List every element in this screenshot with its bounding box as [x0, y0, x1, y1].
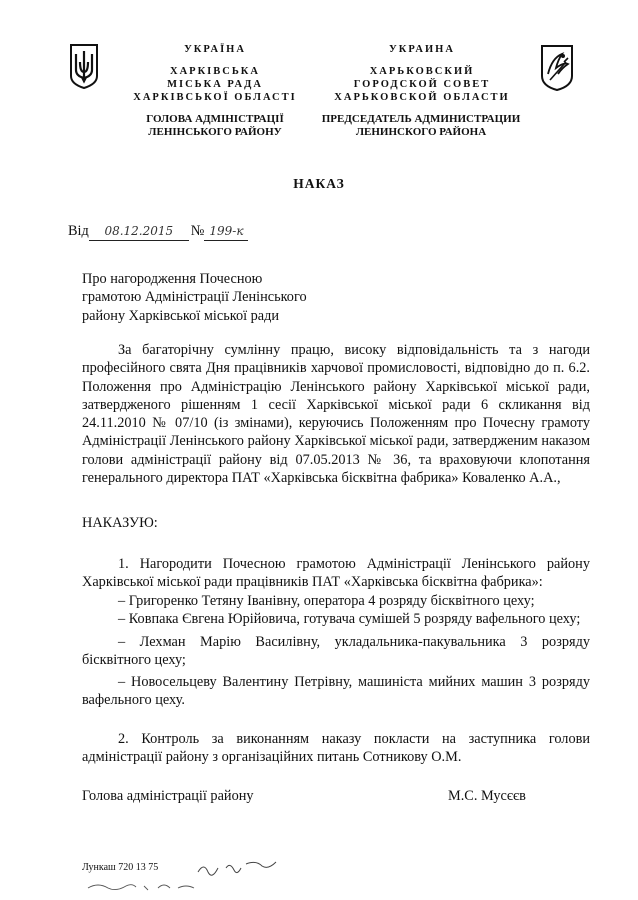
number-prefix: №: [190, 223, 205, 239]
handwritten-signature: [86, 858, 286, 896]
subject-line: району Харківської міської ради: [82, 307, 280, 324]
signature-name: М.С. Мусєєв: [448, 788, 526, 804]
kharkiv-city-emblem: [540, 44, 574, 92]
signature-title: Голова адміністрації району: [82, 788, 254, 804]
left-header-office: [120, 113, 310, 139]
date-prefix: Від: [68, 223, 89, 239]
right-header-council-line: ХАРЬКОВСКОЙ ОБЛАСТИ: [334, 92, 510, 103]
left-header-country: УКРАЇНА: [184, 44, 246, 55]
awardees-list: [82, 592, 590, 710]
right-header: [318, 43, 526, 104]
subject-block: [82, 270, 307, 325]
right-header-office-line: ЛЕНИНСКОГО РАЙОНА: [355, 126, 487, 138]
awardee-item: – Лехман Марію Василівну, укладальника-пакувальника 3 розряду бісквітного цеху;: [82, 633, 590, 668]
right-header-office-line: ПРЕДСЕДАТЕЛЬ АДМИНИСТРАЦИИ: [321, 113, 521, 125]
subject-line: Про нагородження Почесною: [82, 271, 263, 287]
date-value: 08.12.2015: [89, 222, 189, 241]
right-header-country: УКРАИНА: [389, 44, 455, 55]
left-header-office-line: ЛЕНІНСЬКОГО РАЙОНУ: [148, 126, 282, 138]
awardee-item: – Ковпака Євгена Юрійовича, готувача сумішей 5 розряду вафельного цеху;: [118, 611, 581, 628]
order-item-1: 1. Нагородити Почесною грамотою Адміністрації Ленінського району Харківської міської ради працівників ПАТ «Харківська бісквітна фабрика»:: [82, 556, 590, 591]
right-header-council-line: ХАРЬКОВСКИЙ: [369, 66, 475, 77]
order-item-2: 2. Контроль за виконанням наказу покласти на заступника голови адміністрації району з організаційних питань Сотникову О.М.: [82, 731, 590, 766]
subject-line: грамотою Адміністрації Ленінського: [82, 289, 307, 306]
date-number-line: [68, 222, 248, 241]
order-word: НАКАЗУЮ:: [82, 515, 158, 531]
right-header-council-line: ГОРОДСКОЙ СОВЕТ: [353, 79, 491, 90]
left-header-council-line: МІСЬКА РАДА: [167, 79, 263, 90]
awardee-item: – Новосельцеву Валентину Петрівну, машиніста мийних машин 3 розряду вафельного цеху.: [82, 674, 590, 709]
right-header-office: [310, 113, 532, 139]
left-header-council-line: ХАРКІВСЬКА: [169, 66, 260, 77]
left-header-council-line: ХАРКІВСЬКОЇ ОБЛАСТІ: [133, 92, 297, 103]
preamble-paragraph: За багаторічну сумлінну працю, високу відповідальність та з нагоди професійного свята Дня працівників харчової промисловості, відповідно до п. 6.2. Положення про Адміністрацію Ленінського району Харківської міської ради, затвердженого рішенням 1 сесії Харківської міської ради 6 скликання від 24.11.2010 № 07/10 (із змінами), керуючись Положенням про Почесну грамоту Адміністрації Ленінського району Харківської міської ради, затвердженим наказом голови адміністрації району від 07.05.2013 № 36, та враховуючи клопотання генерального директора ПАТ «Харківська бісквітна фабрика» Коваленко А.А.,: [82, 342, 590, 487]
number-value: 199-к: [204, 222, 248, 241]
left-header-office-line: ГОЛОВА АДМІНІСТРАЦІЇ: [146, 113, 284, 125]
ukraine-trident-emblem: [68, 42, 100, 90]
left-header: [120, 43, 310, 104]
awardee-item: – Григоренко Тетяну Іванівну, оператора 4 розряду бісквітного цеху;: [118, 593, 535, 609]
footer-executor: Лункаш 720 13 75: [82, 862, 159, 873]
document-title: НАКАЗ: [293, 176, 345, 191]
